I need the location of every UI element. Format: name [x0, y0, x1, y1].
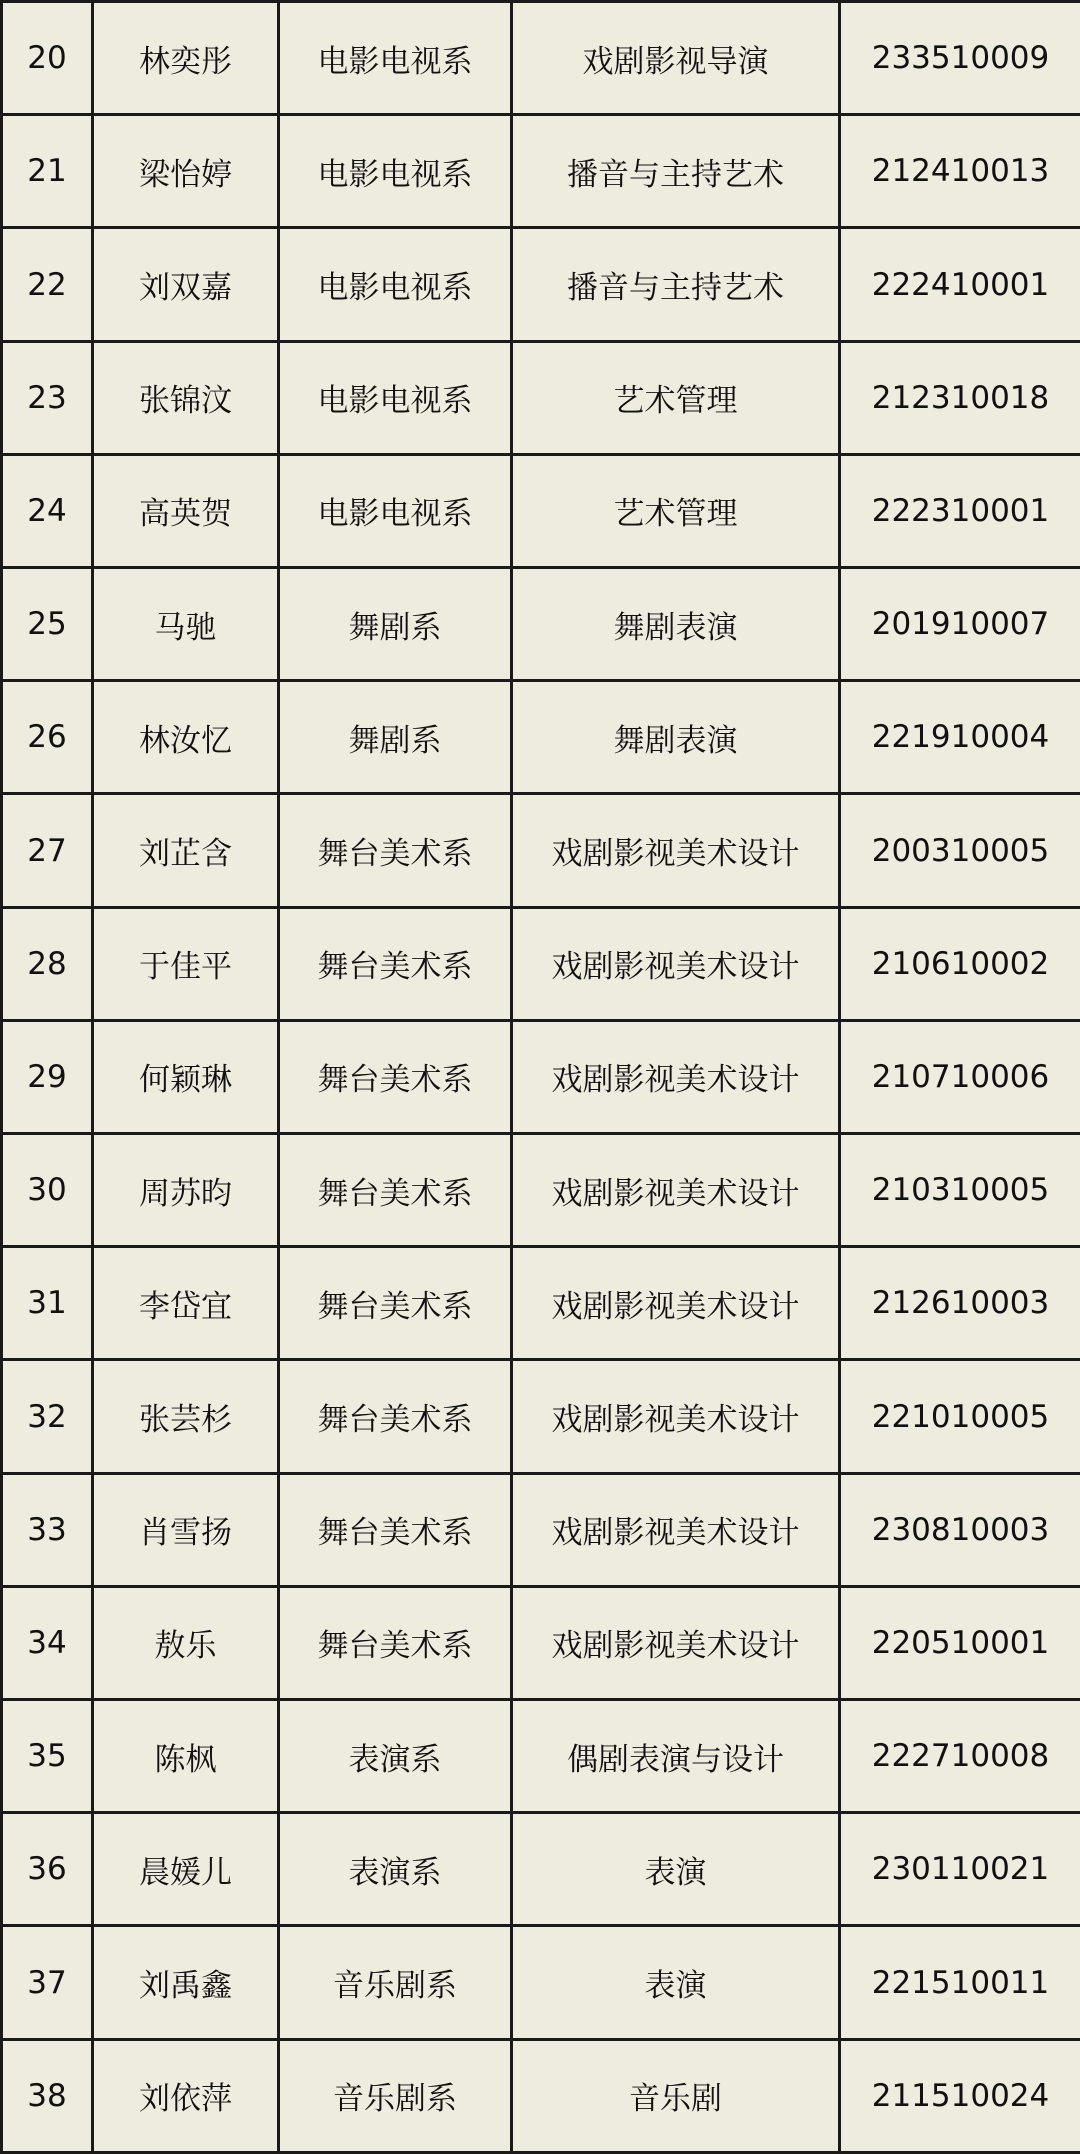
major: 播音与主持艺术: [512, 228, 840, 341]
student-id: 201910007: [840, 568, 1080, 681]
row-number: 31: [2, 1247, 93, 1360]
row-number: 36: [2, 1813, 93, 1926]
department: 电影电视系: [279, 454, 512, 567]
department: 电影电视系: [279, 228, 512, 341]
student-name: 肖雪扬: [93, 1473, 279, 1586]
student-name: 梁怡婷: [93, 115, 279, 228]
student-id: 211510024: [840, 2039, 1080, 2152]
student-id: 230110021: [840, 1813, 1080, 1926]
student-id: 212310018: [840, 341, 1080, 454]
major: 播音与主持艺术: [512, 115, 840, 228]
department: 舞台美术系: [279, 1473, 512, 1586]
major: 表演: [512, 1926, 840, 2039]
student-name: 敖乐: [93, 1586, 279, 1699]
major: 戏剧影视美术设计: [512, 1134, 840, 1247]
row-number: 22: [2, 228, 93, 341]
student-name: 张锦汶: [93, 341, 279, 454]
student-name: 马驰: [93, 568, 279, 681]
table-row: [2, 1473, 1080, 1586]
table-row: [2, 1020, 1080, 1133]
department: 舞台美术系: [279, 1247, 512, 1360]
table-row: [2, 1926, 1080, 2039]
row-number: 28: [2, 907, 93, 1020]
table-row: [2, 341, 1080, 454]
major: 偶剧表演与设计: [512, 1700, 840, 1813]
student-name: 高英贺: [93, 454, 279, 567]
student-id: 212610003: [840, 1247, 1080, 1360]
major: 戏剧影视美术设计: [512, 1473, 840, 1586]
student-id: 221010005: [840, 1360, 1080, 1473]
row-number: 27: [2, 794, 93, 907]
department: 舞台美术系: [279, 1586, 512, 1699]
table-row: [2, 2, 1080, 115]
row-number: 38: [2, 2039, 93, 2152]
student-name: 何颖琳: [93, 1020, 279, 1133]
department: 音乐剧系: [279, 1926, 512, 2039]
table-row: [2, 907, 1080, 1020]
department: 舞台美术系: [279, 794, 512, 907]
student-name: 周苏昀: [93, 1134, 279, 1247]
student-id: 210310005: [840, 1134, 1080, 1247]
student-id: 200310005: [840, 794, 1080, 907]
department: 舞台美术系: [279, 1020, 512, 1133]
major: 舞剧表演: [512, 568, 840, 681]
major: 音乐剧: [512, 2039, 840, 2152]
row-number: 25: [2, 568, 93, 681]
major: 戏剧影视美术设计: [512, 1360, 840, 1473]
major: 戏剧影视美术设计: [512, 1247, 840, 1360]
student-name: 刘禹鑫: [93, 1926, 279, 2039]
student-id: 222310001: [840, 454, 1080, 567]
row-number: 30: [2, 1134, 93, 1247]
student-id: 221910004: [840, 681, 1080, 794]
student-id: 210610002: [840, 907, 1080, 1020]
student-id: 230810003: [840, 1473, 1080, 1586]
department: 表演系: [279, 1813, 512, 1926]
student-id: 220510001: [840, 1586, 1080, 1699]
student-id: 233510009: [840, 2, 1080, 115]
row-number: 35: [2, 1700, 93, 1813]
row-number: 32: [2, 1360, 93, 1473]
student-name: 刘芷含: [93, 794, 279, 907]
major: 表演: [512, 1813, 840, 1926]
department: 舞台美术系: [279, 1134, 512, 1247]
student-name: 陈枫: [93, 1700, 279, 1813]
major: 戏剧影视导演: [512, 2, 840, 115]
major: 艺术管理: [512, 454, 840, 567]
department: 舞台美术系: [279, 1360, 512, 1473]
table-row: [2, 568, 1080, 681]
table-row: [2, 1586, 1080, 1699]
row-number: 20: [2, 2, 93, 115]
table-row: [2, 115, 1080, 228]
student-name: 刘依萍: [93, 2039, 279, 2152]
row-number: 34: [2, 1586, 93, 1699]
department: 表演系: [279, 1700, 512, 1813]
row-number: 37: [2, 1926, 93, 2039]
major: 戏剧影视美术设计: [512, 1020, 840, 1133]
student-id: 212410013: [840, 115, 1080, 228]
major: 戏剧影视美术设计: [512, 1586, 840, 1699]
student-name: 于佳平: [93, 907, 279, 1020]
department: 音乐剧系: [279, 2039, 512, 2152]
table-row: [2, 1813, 1080, 1926]
student-id: 221510011: [840, 1926, 1080, 2039]
table-row: [2, 681, 1080, 794]
table-row: [2, 794, 1080, 907]
student-name: 晨媛儿: [93, 1813, 279, 1926]
row-number: 21: [2, 115, 93, 228]
department: 舞剧系: [279, 681, 512, 794]
table-row: [2, 1247, 1080, 1360]
major: 戏剧影视美术设计: [512, 794, 840, 907]
row-number: 33: [2, 1473, 93, 1586]
major: 戏剧影视美术设计: [512, 907, 840, 1020]
major: 艺术管理: [512, 341, 840, 454]
table-row: [2, 2039, 1080, 2152]
major: 舞剧表演: [512, 681, 840, 794]
department: 电影电视系: [279, 115, 512, 228]
department: 舞剧系: [279, 568, 512, 681]
table-row: [2, 1134, 1080, 1247]
student-id: 222710008: [840, 1700, 1080, 1813]
department: 舞台美术系: [279, 907, 512, 1020]
student-name: 刘双嘉: [93, 228, 279, 341]
student-name: 张芸杉: [93, 1360, 279, 1473]
row-number: 29: [2, 1020, 93, 1133]
student-name: 林奕彤: [93, 2, 279, 115]
student-name: 李岱宜: [93, 1247, 279, 1360]
row-number: 24: [2, 454, 93, 567]
student-name: 林汝忆: [93, 681, 279, 794]
row-number: 23: [2, 341, 93, 454]
student-id: 222410001: [840, 228, 1080, 341]
student-id: 210710006: [840, 1020, 1080, 1133]
table-row: [2, 1700, 1080, 1813]
table-row: [2, 228, 1080, 341]
roster-body: [2, 2, 1080, 2153]
department: 电影电视系: [279, 2, 512, 115]
table-row: [2, 1360, 1080, 1473]
table-row: [2, 454, 1080, 567]
row-number: 26: [2, 681, 93, 794]
department: 电影电视系: [279, 341, 512, 454]
